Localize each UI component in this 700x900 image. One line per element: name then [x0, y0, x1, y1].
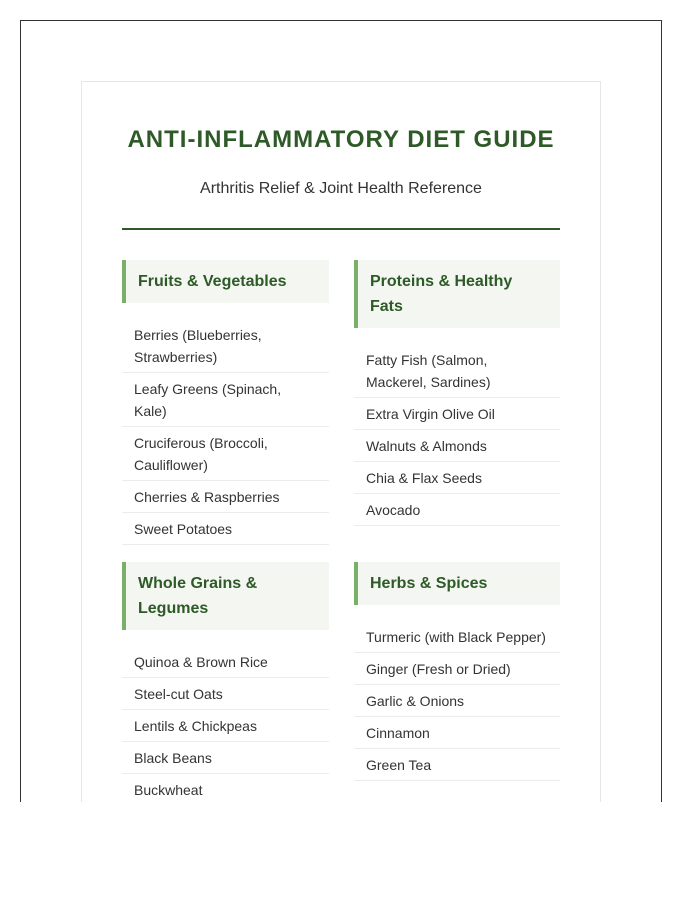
list-item: Cruciferous (Broccoli, Cauliflower) [122, 427, 329, 481]
section-heading: Whole Grains & Legumes [122, 562, 329, 630]
list-item: Chia & Flax Seeds [354, 462, 560, 494]
list-item: Walnuts & Almonds [354, 430, 560, 462]
food-list [354, 344, 560, 526]
section-heading: Proteins & Healthy Fats [354, 260, 560, 328]
list-item: Cherries & Raspberries [122, 481, 329, 513]
list-item: Green Tea [354, 749, 560, 781]
list-item: Black Beans [122, 742, 329, 774]
list-item: Lentils & Chickpeas [122, 710, 329, 742]
food-list [354, 621, 560, 781]
food-list [122, 319, 329, 545]
list-item: Fatty Fish (Salmon, Mackerel, Sardines) [354, 344, 560, 398]
guide-card [81, 81, 601, 802]
section-heading: Fruits & Vegetables [122, 260, 329, 303]
section-fruits-vegetables [122, 260, 329, 545]
list-item: Sweet Potatoes [122, 513, 329, 545]
page-frame [20, 20, 662, 802]
list-item: Extra Virgin Olive Oil [354, 398, 560, 430]
list-item: Ginger (Fresh or Dried) [354, 653, 560, 685]
title-divider [122, 228, 560, 230]
food-list [122, 646, 329, 802]
list-item: Avocado [354, 494, 560, 526]
list-item: Berries (Blueberries, Strawberries) [122, 319, 329, 373]
section-heading: Herbs & Spices [354, 562, 560, 605]
list-item: Quinoa & Brown Rice [122, 646, 329, 678]
list-item: Turmeric (with Black Pepper) [354, 621, 560, 653]
section-proteins-fats [354, 260, 560, 526]
section-grains-legumes [122, 562, 329, 802]
list-item: Buckwheat [122, 774, 329, 802]
list-item: Garlic & Onions [354, 685, 560, 717]
page-title: ANTI-INFLAMMATORY DIET GUIDE [127, 126, 555, 153]
page-subtitle: Arthritis Relief & Joint Health Reference [200, 180, 482, 197]
list-item: Cinnamon [354, 717, 560, 749]
section-herbs-spices [354, 562, 560, 781]
list-item: Leafy Greens (Spinach, Kale) [122, 373, 329, 427]
list-item: Steel-cut Oats [122, 678, 329, 710]
